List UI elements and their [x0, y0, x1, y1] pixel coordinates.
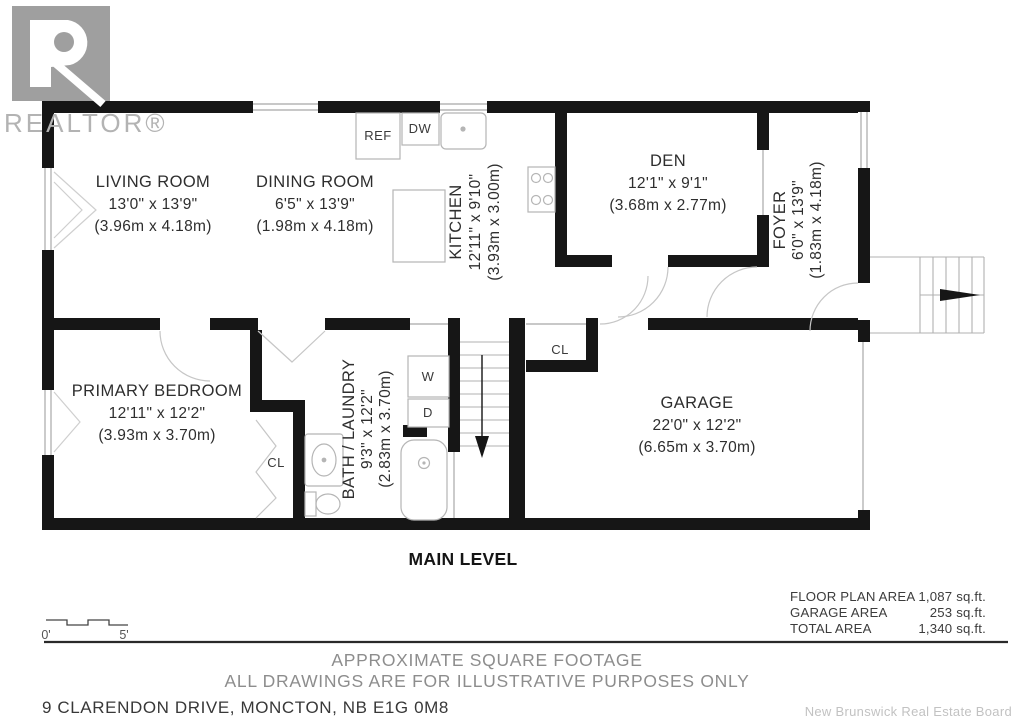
vanity-drain-dot: [322, 458, 326, 462]
exterior-stairs-arrow: [940, 289, 980, 301]
area-row-value: 253 sq.ft.: [929, 605, 986, 620]
svg-text:6'5" x 13'9": 6'5" x 13'9": [275, 196, 355, 213]
fridge-label: REF: [364, 128, 392, 143]
sink-drain-dot: [461, 127, 465, 131]
realtor-logo: [4, 6, 168, 138]
bedroom-closet-label: CL: [267, 455, 285, 470]
svg-text:(6.65m x 3.70m): (6.65m x 3.70m): [638, 439, 756, 456]
living-room-label: [94, 173, 211, 235]
area-row-label: GARAGE AREA: [790, 605, 888, 620]
disclaimer-line2: ALL DRAWINGS ARE FOR ILLUSTRATIVE PURPOSES ONLY: [224, 671, 750, 691]
foyer-hall-door-arc: [707, 267, 757, 317]
svg-text:(3.93m x 3.00m): (3.93m x 3.00m): [486, 163, 503, 281]
primary-bedroom-label: [72, 382, 242, 444]
scale-start: 0': [41, 628, 51, 642]
disclaimer: [225, 650, 750, 691]
kitchen-label: [447, 163, 503, 280]
window-swing-marks: [54, 172, 96, 452]
stairs-down-arrow: [475, 436, 489, 458]
svg-text:13'0" x 13'9": 13'0" x 13'9": [108, 196, 198, 213]
svg-text:22'0" x 12'2": 22'0" x 12'2": [652, 417, 742, 434]
den-label: [609, 152, 726, 214]
disclaimer-line1: APPROXIMATE SQUARE FOOTAGE: [331, 650, 643, 670]
svg-text:KITCHEN: KITCHEN: [447, 184, 465, 260]
dining-room-label: [256, 173, 374, 235]
svg-text:GARAGE: GARAGE: [660, 394, 734, 412]
svg-text:LIVING ROOM: LIVING ROOM: [95, 173, 211, 191]
garage-label: [638, 394, 755, 456]
toilet-tank: [305, 492, 316, 516]
svg-text:(3.68m x 2.77m): (3.68m x 2.77m): [609, 197, 727, 214]
board-credit: New Brunswick Real Estate Board: [804, 704, 1012, 719]
bath-door-fold: [258, 331, 325, 362]
scale-end: 5': [119, 628, 129, 642]
interior-stairs: [460, 342, 509, 458]
area-table: [790, 589, 986, 636]
svg-text:9'3" x 12'2": 9'3" x 12'2": [359, 389, 376, 469]
svg-text:(3.93m x 3.70m): (3.93m x 3.70m): [98, 427, 216, 444]
area-row-value: 1,087 sq.ft.: [918, 589, 986, 604]
area-row-label: FLOOR PLAN AREA: [790, 589, 916, 604]
stove: [528, 167, 555, 212]
foyer-label: [771, 161, 825, 278]
svg-text:BATH / LAUNDRY: BATH / LAUNDRY: [340, 358, 358, 500]
dryer-label: D: [423, 405, 433, 420]
walls: [42, 101, 870, 530]
level-label: MAIN LEVEL: [408, 549, 518, 569]
svg-text:FOYER: FOYER: [771, 190, 789, 250]
svg-text:6'0" x 13'9": 6'0" x 13'9": [790, 180, 807, 260]
svg-text:12'11" x 12'2": 12'11" x 12'2": [108, 405, 206, 422]
bedroom-door-arc: [160, 331, 210, 381]
scale-bar: [41, 620, 128, 642]
bath-laundry-label: [340, 359, 394, 500]
kitchen-island: [393, 190, 445, 262]
toilet-bowl-icon: [316, 494, 340, 514]
svg-text:12'11" x 9'10": 12'11" x 9'10": [467, 173, 484, 271]
tub-drain-dot: [423, 462, 425, 464]
hall-closet-label: CL: [551, 342, 569, 357]
svg-text:DEN: DEN: [649, 152, 687, 170]
svg-text:12'1" x 9'1": 12'1" x 9'1": [628, 175, 708, 192]
washer-label: W: [421, 369, 435, 384]
svg-text:(1.83m x 4.18m): (1.83m x 4.18m): [808, 161, 825, 279]
svg-text:PRIMARY BEDROOM: PRIMARY BEDROOM: [71, 382, 243, 400]
svg-text:(3.96m x 4.18m): (3.96m x 4.18m): [94, 218, 212, 235]
svg-text:DINING ROOM: DINING ROOM: [255, 173, 375, 191]
dishwasher-label: DW: [408, 121, 432, 136]
bathtub: [401, 440, 447, 520]
realtor-logo-text: REALTOR®: [4, 108, 168, 138]
property-address: 9 CLARENDON DRIVE, MONCTON, NB E1G 0M8: [42, 698, 449, 717]
svg-text:(2.83m x 3.70m): (2.83m x 3.70m): [377, 370, 394, 488]
area-row-value: 1,340 sq.ft.: [918, 621, 986, 636]
den-door-arc: [618, 267, 668, 317]
svg-text:(1.98m x 4.18m): (1.98m x 4.18m): [256, 218, 374, 235]
area-row-label: TOTAL AREA: [790, 621, 872, 636]
